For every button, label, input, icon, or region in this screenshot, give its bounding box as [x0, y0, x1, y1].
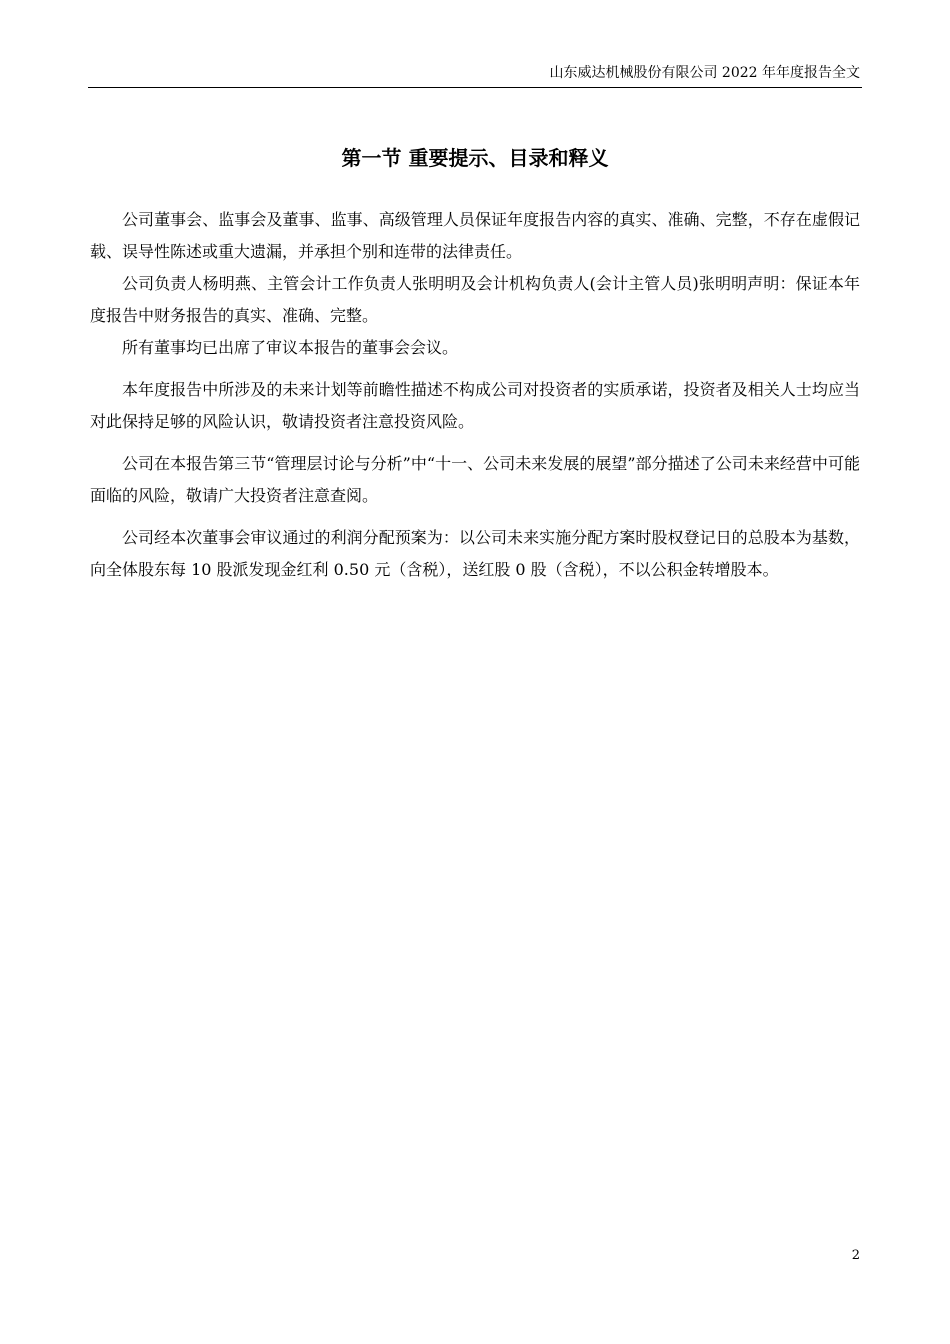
paragraph-responsibility: 公司董事会、监事会及董事、监事、高级管理人员保证年度报告内容的真实、准确、完整，不存在虚假记载、误导性陈述或重大遗漏，并承担个别和连带的法律责任。 — [90, 210, 860, 261]
page-number: 2 — [851, 1248, 860, 1263]
section-title: 第一节 重要提示、目录和释义 — [341, 146, 609, 170]
paragraph-directors-attendance: 所有董事均已出席了审议本报告的董事会会议。 — [122, 338, 459, 357]
body-content — [90, 204, 860, 586]
paragraph-profit-distribution: 公司经本次董事会审议通过的利润分配预案为：以公司未来实施分配方案时股权登记日的总股本为基数，向全体股东每 10 股派发现金红利 0.50 元（含税），送红股 0 股（含税），不以公积金转增股本。 — [90, 528, 860, 579]
paragraph-responsible-persons: 公司负责人杨明燕、主管会计工作负责人张明明及会计机构负责人(会计主管人员)张明明声明：保证本年度报告中财务报告的真实、准确、完整。 — [90, 274, 860, 325]
paragraph-forward-looking: 本年度报告中所涉及的未来计划等前瞻性描述不构成公司对投资者的实质承诺，投资者及相关人士均应当对此保持足够的风险认识，敬请投资者注意投资风险。 — [90, 380, 860, 431]
paragraph-risk-notice: 公司在本报告第三节“管理层讨论与分析”中“十一、公司未来发展的展望”部分描述了公司未来经营中可能面临的风险，敬请广大投资者注意查阅。 — [90, 454, 860, 505]
document-header: 山东威达机械股份有限公司 2022 年年度报告全文 — [549, 65, 860, 81]
header-divider — [88, 87, 862, 88]
